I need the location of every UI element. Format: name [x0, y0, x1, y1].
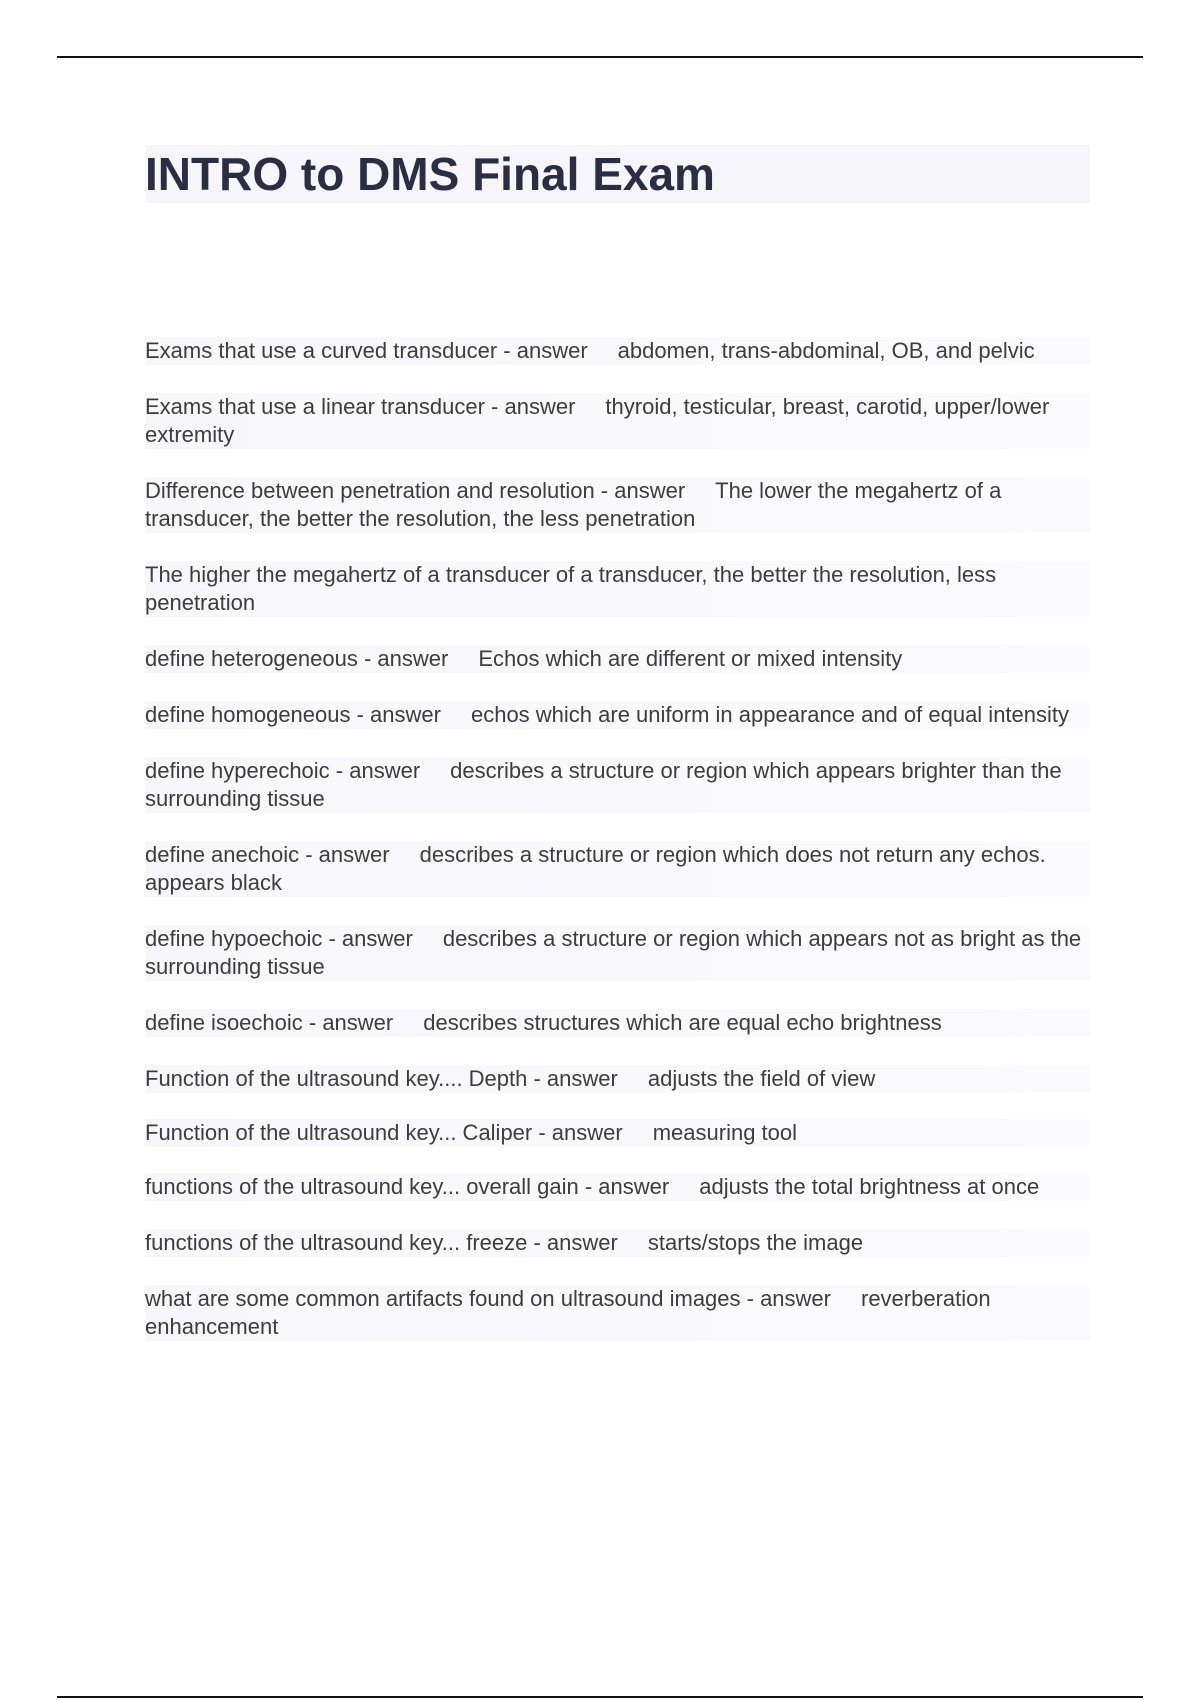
answer-text: Echos which are different or mixed intensity	[478, 646, 903, 671]
qa-item	[145, 561, 1090, 617]
answer-text: adjusts the total brightness at once	[699, 1174, 1040, 1199]
qa-item	[145, 1229, 1090, 1257]
answer-text: abdomen, trans-abdominal, OB, and pelvic	[617, 338, 1035, 363]
qa-item	[145, 1009, 1090, 1037]
answer-text: describes a structure or region which appears not as bright as the surrounding tissue	[145, 926, 1082, 979]
qa-item	[145, 337, 1090, 365]
answer-text: describes a structure or region which does not return any echos. appears black	[145, 842, 1046, 895]
question-text: define homogeneous - answer	[145, 702, 441, 727]
question-text: Exams that use a curved transducer - answer	[145, 338, 588, 363]
answer-text: thyroid, testicular, breast, carotid, upper/lower extremity	[145, 394, 1050, 447]
qa-item	[145, 477, 1090, 533]
question-text: define heterogeneous - answer	[145, 646, 449, 671]
qa-item	[145, 1119, 1090, 1147]
question-text: define anechoic - answer	[145, 842, 390, 867]
answer-text: adjusts the field of view	[647, 1066, 876, 1091]
question-text: The higher the megahertz of a transducer of a transducer, the better the resolution, less penetration	[145, 562, 997, 615]
question-text: what are some common artifacts found on ultrasound images - answer	[145, 1286, 831, 1311]
answer-text: reverberation enhancement	[145, 1286, 991, 1339]
question-text: functions of the ultrasound key... overall gain - answer	[145, 1174, 670, 1199]
answer-text: echos which are uniform in appearance and of equal intensity	[470, 702, 1070, 727]
qa-item	[145, 757, 1090, 813]
answer-text: starts/stops the image	[647, 1230, 864, 1255]
qa-item	[145, 1173, 1090, 1201]
question-text: Function of the ultrasound key... Caliper - answer	[145, 1120, 623, 1145]
qa-list	[145, 337, 1090, 1341]
answer-text: The lower the megahertz of a transducer, the better the resolution, the less penetration	[145, 478, 1002, 531]
question-text: Function of the ultrasound key.... Depth - answer	[145, 1066, 618, 1091]
qa-item	[145, 925, 1090, 981]
answer-text: describes structures which are equal echo brightness	[423, 1010, 942, 1035]
answer-text: measuring tool	[652, 1120, 798, 1145]
question-text: define isoechoic - answer	[145, 1010, 394, 1035]
qa-item	[145, 1285, 1090, 1341]
qa-item	[145, 1065, 1090, 1093]
qa-item	[145, 841, 1090, 897]
qa-item	[145, 701, 1090, 729]
question-text: Difference between penetration and resolution - answer	[145, 478, 686, 503]
qa-item	[145, 645, 1090, 673]
top-rule	[57, 56, 1143, 58]
question-text: define hypoechoic - answer	[145, 926, 413, 951]
bottom-rule	[57, 1696, 1143, 1698]
qa-item	[145, 393, 1090, 449]
question-text: functions of the ultrasound key... freeze - answer	[145, 1230, 618, 1255]
page-title: INTRO to DMS Final Exam	[145, 148, 715, 200]
question-text: Exams that use a linear transducer - answer	[145, 394, 576, 419]
question-text: define hyperechoic - answer	[145, 758, 421, 783]
answer-text: describes a structure or region which appears brighter than the surrounding tissue	[145, 758, 1062, 811]
